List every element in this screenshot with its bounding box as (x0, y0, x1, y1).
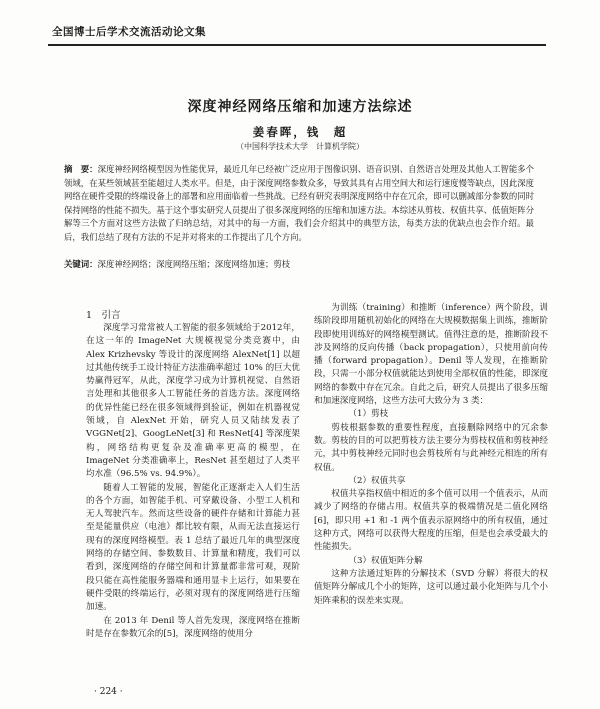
keywords-label: 关键词： (64, 259, 98, 269)
left-column (86, 322, 300, 641)
keywords (64, 258, 534, 271)
paragraph: 在 2013 年 Denil 等人首先发现，深度网络在推断时是存在参数冗余的[5]，深度网络的使用分 (86, 615, 300, 639)
paragraph: 权值共享指权值中相近的多个值可以用一个值表示，从而减少了网络的存储占用。权值共享的极端情况是二值化网络[6]，即只用 +1 和 -1 两个值表示原网络中的所有权值，通过这种方式，网络可以获得大程度的压缩，但是也会承受最大的性能损失。 (314, 489, 548, 553)
header-rule (48, 44, 546, 46)
right-column (314, 302, 548, 608)
subsection-heading: （1）剪枝 (348, 409, 389, 420)
subsection-heading: （3）权值矩阵分解 (348, 555, 423, 566)
page-number: · 224 · (94, 687, 123, 697)
paragraph: 剪枝根据参数的重要性程度，直接删除网络中的冗余参数。剪枝的目的可以把剪枝方法主要分为剪枝权值和剪枝神经元，其中剪枝神经元同时也会剪枝所有与此神经元相连的所有权值。 (314, 422, 548, 473)
section-heading: 1 引言 (86, 310, 121, 321)
running-header: 全国博士后学术交流活动论文集 (52, 26, 206, 38)
article-authors: 姜春晖，钱 超 (252, 125, 348, 139)
subsection-heading: （2）权值共享 (348, 475, 406, 486)
keywords-text: 深度神经网络；深度网络压缩；深度网络加速；剪枝 (97, 259, 291, 269)
paragraph: 随着人工智能的发展，智能化正逐渐走入人们生活的各个方面，如智能手机、可穿戴设备、小型工人机和无人驾驶汽车。然而这些设备的硬件存储和计算能力甚至是能量供应（电池）都比较有限，从而无法直接运行现有的深度网络模型。表 1 总结了最近几年的典型深度网络的存储空间、参数数目、计算量和精度，我们可以看到，深度网络的存储空间和计算量都非常可观，现阶段只能在高性能服务器端和通用显卡上运行，如果要在硬件受限的终端运行，必须对现有的深度网络进行压缩加速。 (86, 482, 300, 613)
abstract-text: 深度神经网络模型因为性能优异，最近几年已经被广泛应用于图像识别、语音识别、自然语言处理及其他人工智能多个领域，在某些领域甚至能超过人类水平。但是，由于深度网络参数众多，导致其具有占用空间大和运行速度慢等缺点，因此深度网络在硬件受限的终端设备上的部署和应用面临着一些挑战。已经有研究表明深度网络中存在冗余，即可以删减部分参数的同时保持网络的性能不损失。基于这个事实研究人员提出了很多深度网络的压缩和加速方法。本综述从剪枝、权值共享、低值矩阵分解等三个方面对这些方法做了归纳总结，对其中的每一方面，我们会介绍其中的典型方法，每类方法的优缺点也会作介绍。最后，我们总结了现有方法的不足并对将来的工作提出了几个方向。 (64, 164, 535, 242)
paragraph: 为训练（training）和推断（inference）两个阶段，训练阶段即用随机初始化的网络在大规模数据集上训练，推断阶段即使用训练好的网络模型测试。值得注意的是，推断阶段不涉及网络的反向传播（back propagation），只使用前向传播（forward propagation）。Denil 等人发现，在推断阶段，只需一小部分权值就能达到使用全部权值的性能，即深度网络的参数中存在冗余。自此之后，研究人员提出了很多压缩和加速深度网络，这些方法可大致分为 3 类： (314, 303, 548, 407)
paragraph: 这种方法通过矩阵的分解技术（SVD 分解）将很大的权值矩阵分解成几个小的矩阵，这可以通过最小化矩阵与几个小矩阵乘积的误差来实现。 (314, 568, 548, 606)
abstract (64, 163, 534, 245)
abstract-label: 摘 要： (64, 164, 98, 174)
article-title: 深度神经网络压缩和加速方法综述 (187, 99, 413, 115)
article-affiliation: （中国科学技术大学 计算机学院） (236, 142, 364, 151)
paragraph: 深度学习常常被人工智能的很多领域给于2012年，在这一年的 ImageNet 大规模视觉分类竞赛中，由 Alex Krizhevsky 等设计的深度网络 AlexNet[1] 以超过其他传统手工设计特征方法准确率超过 10% 的巨大优势赢得冠军，从此，深度学习成为计算机视觉、自然语言处理和其他很多人工智能任务的首选方法。深度网络的优异性能已经在很多领域得到验证，例如在机器视觉领域，自 AlexNet 开始，研究人员又陆续发表了 VGGNet[2]、GoogLeNet[3] 和 ResNet[4] 等深度架构，网络结构更复杂及准确率更高的模型，在 ImageNet 分类准确率上，ResNet 甚至超过了人类平均水准（96.5% vs. 94.9%）。 (86, 323, 300, 480)
